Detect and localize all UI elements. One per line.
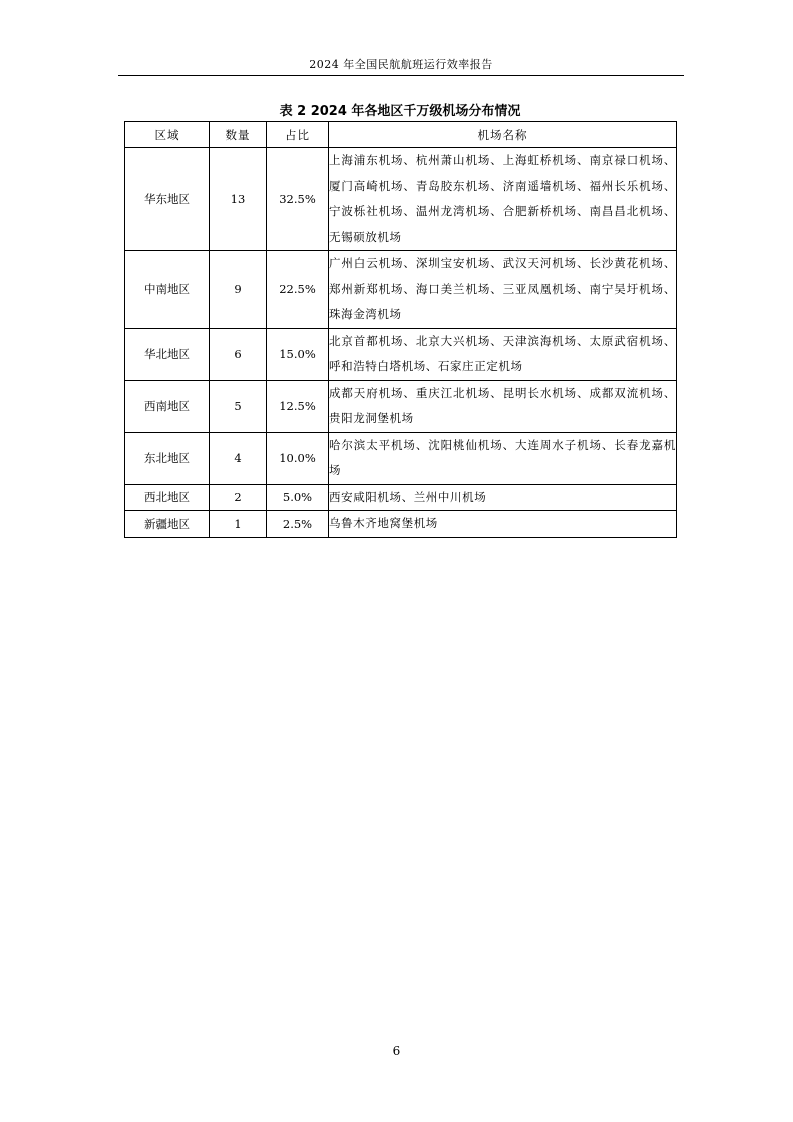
table-row xyxy=(125,148,677,251)
column-header-share: 占比 xyxy=(267,122,329,148)
share-cell: 15.0% xyxy=(267,328,329,380)
airport-names-cell: 北京首都机场、北京大兴机场、天津滨海机场、太原武宿机场、呼和浩特白塔机场、石家庄正定机场 xyxy=(329,328,677,380)
airport-names-cell: 上海浦东机场、杭州萧山机场、上海虹桥机场、南京禄口机场、厦门高崎机场、青岛胶东机场、济南遥墙机场、福州长乐机场、宁波栎社机场、温州龙湾机场、合肥新桥机场、南昌昌北机场、无锡硕放机场 xyxy=(329,148,677,251)
share-cell: 12.5% xyxy=(267,380,329,432)
table-row xyxy=(125,432,677,484)
airport-names-cell: 哈尔滨太平机场、沈阳桃仙机场、大连周水子机场、长春龙嘉机场 xyxy=(329,432,677,484)
table-row xyxy=(125,328,677,380)
header-rule xyxy=(118,75,684,76)
table-row xyxy=(125,251,677,329)
region-cell: 华北地区 xyxy=(125,328,210,380)
count-cell: 5 xyxy=(210,380,267,432)
page-header: 2024 年全国民航航班运行效率报告 xyxy=(309,58,493,71)
airport-names-cell: 西安咸阳机场、兰州中川机场 xyxy=(329,484,677,511)
region-cell: 西北地区 xyxy=(125,484,210,511)
airport-names-cell: 广州白云机场、深圳宝安机场、武汉天河机场、长沙黄花机场、郑州新郑机场、海口美兰机场、三亚凤凰机场、南宁吴圩机场、珠海金湾机场 xyxy=(329,251,677,329)
table-row xyxy=(125,511,677,538)
count-cell: 1 xyxy=(210,511,267,538)
count-cell: 4 xyxy=(210,432,267,484)
table-row xyxy=(125,484,677,511)
region-cell: 华东地区 xyxy=(125,148,210,251)
share-cell: 22.5% xyxy=(267,251,329,329)
column-header-region: 区域 xyxy=(125,122,210,148)
page-number: 6 xyxy=(392,1044,401,1058)
count-cell: 13 xyxy=(210,148,267,251)
share-cell: 32.5% xyxy=(267,148,329,251)
table-row xyxy=(125,380,677,432)
table-header-row xyxy=(125,122,677,148)
airport-distribution-table xyxy=(124,121,677,538)
share-cell: 2.5% xyxy=(267,511,329,538)
share-cell: 5.0% xyxy=(267,484,329,511)
airport-names-cell: 成都天府机场、重庆江北机场、昆明长水机场、成都双流机场、贵阳龙洞堡机场 xyxy=(329,380,677,432)
region-cell: 新疆地区 xyxy=(125,511,210,538)
region-cell: 西南地区 xyxy=(125,380,210,432)
airport-names-cell: 乌鲁木齐地窝堡机场 xyxy=(329,511,677,538)
table-caption: 表 2 2024 年各地区千万级机场分布情况 xyxy=(279,104,521,119)
count-cell: 6 xyxy=(210,328,267,380)
column-header-airports: 机场名称 xyxy=(329,122,677,148)
column-header-count: 数量 xyxy=(210,122,267,148)
region-cell: 东北地区 xyxy=(125,432,210,484)
count-cell: 2 xyxy=(210,484,267,511)
count-cell: 9 xyxy=(210,251,267,329)
region-cell: 中南地区 xyxy=(125,251,210,329)
share-cell: 10.0% xyxy=(267,432,329,484)
